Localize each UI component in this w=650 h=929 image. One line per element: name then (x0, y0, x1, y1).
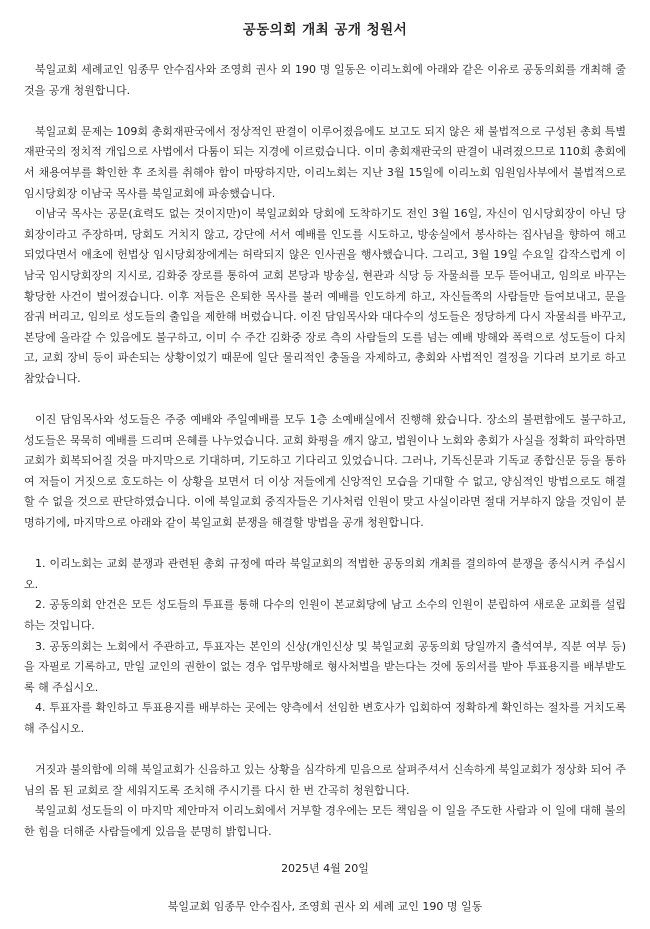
document-date: 2025년 4월 20일 (281, 862, 369, 875)
paragraph-gap (24, 390, 626, 411)
intro-paragraph: 북일교회 세례교인 임종무 안수집사와 조영희 권사 외 190 명 일동은 이리노회에 아래와 같은 이유로 공동의회를 개최해 줄 것을 공개 청원합니다. (24, 63, 626, 97)
signatories: 북일교회 임종무 안수집사, 조영희 권사 외 세례 교인 190 명 일동 (167, 900, 483, 913)
request-item: 2. 공동의회 안건은 모든 성도들의 투표를 통해 다수의 인원이 본교회당에 남고 소수의 인원이 분립하여 새로운 교회를 설립하는 것입니다. (24, 598, 626, 633)
closing-paragraph: 거짓과 불의함에 의해 북일교회가 신음하고 있는 상황을 심각하게 믿음으로 살펴주셔서 신속하게 북일교회가 정상화 되어 주님의 몸 된 교회로 잘 세워지도록 조치해 주시기를 다시 한 번 간곡히 청원합니다. (24, 763, 626, 797)
body-paragraph: 이진 담임목사와 성도들은 주중 예배와 주일예배를 모두 1층 소예배실에서 진행해 왔습니다. 장소의 불편함에도 불구하고, 성도들은 묵묵히 예배를 드리며 은혜를 나누었습니다. 교회 화평을 깨지 않고, 법원이나 노회와 총회가 사실을 정확히 파악하면 교회가 회복되어질 것을 마지막으로 기대하며, 기도하고 기다리고 있었습니다. 그러나, 기독신문과 기독교 종합신문 등을 통하여 저들이 거짓으로 호도하는 이 상황을 보면서 더 이상 저들에게 신앙적인 모습을 기대할 수 없고, 양심적인 방법으로도 해결할 수 없을 것으로 판단하였습니다. 이에 북일교회 중직자들은 기사처럼 인원이 맞고 사실이라면 절대 거부하지 않을 것임이 분명하기에, 마지막으로 아래와 같이 북일교회 분쟁을 해결할 방법을 공개 청원합니다. (24, 413, 626, 530)
body-paragraph: 이남국 목사는 공문(효력도 없는 것이지만)이 북일교회와 당회에 도착하기도 전인 3월 16일, 자신이 임시당회장이 아닌 당회장이라고 주장하며, 당회도 거치지 않고, 강단에 서서 예배를 인도를 시도하고, 방송실에서 봉사하는 집사님을 향하여 해고 되었다면서 애초에 헌법상 임시당회장에게는 허락되지 않은 인사권을 행사했습니다. 그리고, 3월 19일 수요일 갑작스럽게 이남국 임시당회장의 지시로, 김화중 장로를 통하여 교회 본당과 방송실, 현관과 식당 등 자물쇠를 모두 뜯어내고, 임의로 바꾸는 황당한 사건이 벌어졌습니다. 이후 저들은 은퇴한 목사를 불러 예배를 인도하게 하고, 자신들쪽의 사람들만 들여보내고, 문을 잠궈 버리고, 임의로 성도들의 출입을 제한해 버렸습니다. 이진 담임목사와 대다수의 성도들은 정당하게 다시 자물쇠를 바꾸고, 본당에 올라갈 수 있음에도 불구하고, 이미 수 주간 김화중 장로 측의 사람들의 도를 넘는 예배 방해와 폭력으로 성도들이 다치고, 교회 장비 등이 파손되는 상황이었기 때문에 일단 물리적인 충돌을 자제하고, 총회와 사법적인 결정을 기다려 보기로 하고 참았습니다. (24, 207, 626, 385)
document-title: 공동의회 개최 공개 청원서 (242, 22, 408, 38)
request-item: 1. 이리노회는 교회 분쟁과 관련된 총회 규정에 따라 북일교회의 적법한 공동의회 개최를 결의하여 분쟁을 종식시켜 주십시오. (24, 557, 626, 591)
paragraph-gap (24, 101, 626, 122)
paragraph-gap (24, 740, 626, 761)
paragraph-gap (24, 534, 626, 555)
document-body (24, 60, 626, 843)
request-item: 4. 투표자를 확인하고 투표용지를 배부하는 곳에는 양측에서 선임한 변호사가 입회하여 정확하게 확인하는 절차를 거치도록 해 주십시오. (24, 701, 626, 735)
closing-paragraph: 북일교회 성도들의 이 마지막 제안마저 이리노회에서 거부할 경우에는 모든 책임을 이 일을 주도한 사람과 이 일에 대해 불의한 힘을 더해준 사람들에게 있음을 분명히 밝힙니다. (24, 804, 626, 838)
request-item: 3. 공동의회는 노회에서 주관하고, 투표자는 본인의 신상(개인신상 및 북일교회 공동의회 당일까지 출석여부, 직분 여부 등)을 자필로 기록하고, 만일 교인의 권한이 없는 경우 업무방해로 형사처벌을 받는다는 것에 동의서를 받아 투표용지를 배부받도록 해 주십시오. (24, 639, 626, 694)
body-paragraph: 북일교회 문제는 109회 총회재판국에서 정상적인 판결이 이루어졌음에도 보고도 되지 않은 채 불법적으로 구성된 총회 특별재판국의 정치적 개입으로 사법에서 다툼이 되는 지경에 이르렀습니다. 이미 총회재판국의 판결이 내려졌으므로 110회 총회에서 채용여부를 확인한 후 조치를 취해야 함이 마땅하지만, 이리노회는 지난 3월 15일에 이리노회 임원임사부에서 불법적으로 임시당회장 이남국 목사를 북일교회에 파송했습니다. (24, 124, 626, 200)
